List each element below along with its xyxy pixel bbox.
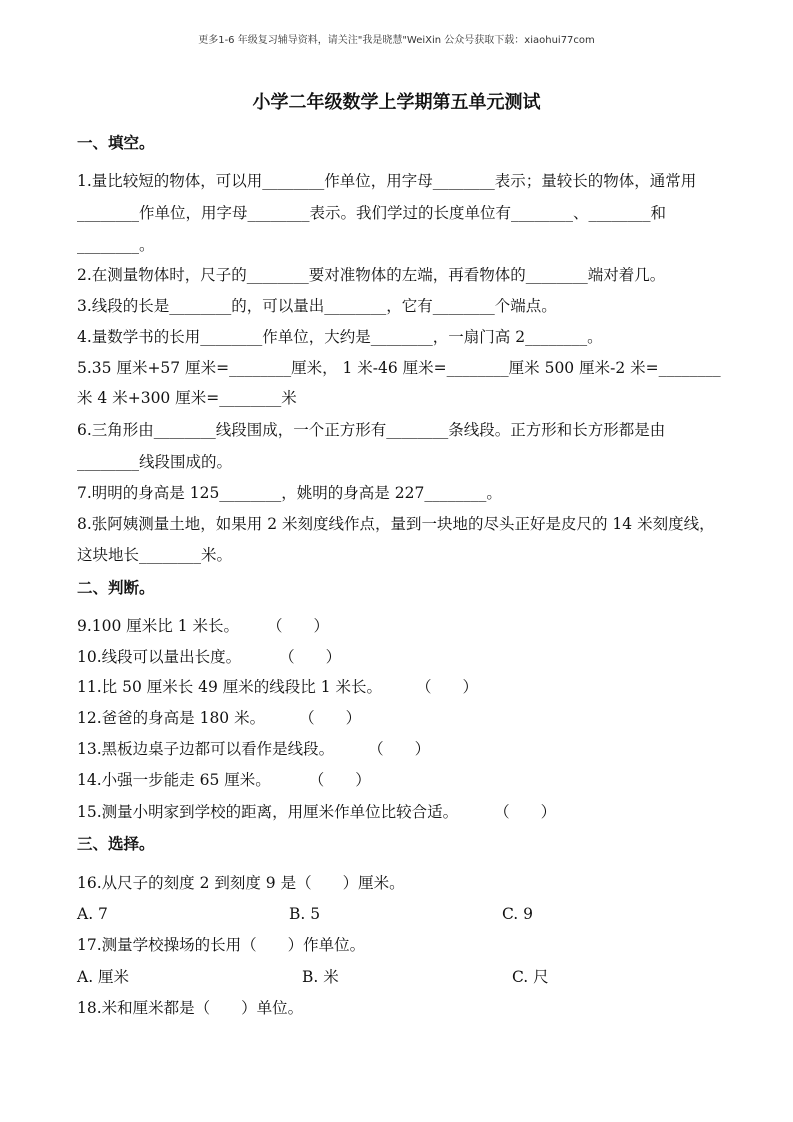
judge-item (77, 739, 430, 759)
option-a[interactable]: A. 厘米 (77, 968, 130, 986)
option-b[interactable]: B. 5 (289, 905, 321, 923)
question-line: 米 4 米+300 厘米=________米 (77, 389, 297, 407)
question-line: 这块地长________米。 (77, 546, 233, 564)
answer-paren[interactable]: （ ） (368, 740, 431, 758)
judge-item (77, 802, 556, 822)
section-heading-judge: 二、判断。 (77, 578, 155, 597)
option-c[interactable]: C. 9 (502, 905, 534, 923)
question-line: 8.张阿姨测量土地，如果用 2 米刻度线作点，量到一块地的尽头正好是皮尺的 14 米刻度线， (77, 515, 715, 533)
judge-item (77, 616, 329, 636)
answer-paren[interactable]: （ ） (267, 617, 330, 635)
judge-text: 15.测量小明家到学校的距离，用厘米作单位比较合适。 (77, 803, 459, 821)
option-a[interactable]: A. 7 (77, 905, 108, 923)
option-c[interactable]: C. 尺 (512, 968, 549, 986)
question-line: 7.明明的身高是 125________，姚明的身高是 227________。 (77, 484, 502, 502)
header-note: 更多1-6 年级复习辅导资料，请关注"我是晓慧"WeiXin 公众号获取下载：xiaohui77com (198, 35, 595, 46)
question-line: ________作单位，用字母________表示。我们学过的长度单位有________、________和 (77, 204, 667, 222)
judge-item (77, 647, 341, 667)
judge-item (77, 708, 361, 728)
choice-question: 18.米和厘米都是（ ）单位。 (77, 999, 304, 1017)
question-line: 3.线段的长是________的，可以量出________，它有________个端点。 (77, 297, 557, 315)
question-line: 2.在测量物体时，尺子的________要对准物体的左端，再看物体的________端对着几。 (77, 266, 666, 284)
question-line: 6.三角形由________线段围成，一个正方形有________条线段。正方形和长方形都是由 (77, 421, 666, 439)
answer-paren[interactable]: （ ） (494, 803, 557, 821)
judge-text: 13.黑板边桌子边都可以看作是线段。 (77, 740, 335, 758)
section-heading-fill: 一、填空。 (77, 133, 155, 152)
judge-item (77, 770, 371, 790)
question-line: 5.35 厘米+57 厘米=________厘米， 1 米-46 厘米=________厘米 500 厘米-2 米=________ (77, 359, 721, 377)
page-title: 小学二年级数学上学期第五单元测试 (252, 92, 541, 113)
answer-paren[interactable]: （ ） (416, 678, 479, 696)
question-line: ________。 (77, 236, 155, 254)
judge-item (77, 677, 478, 697)
answer-paren[interactable]: （ ） (299, 709, 362, 727)
answer-paren[interactable]: （ ） (308, 771, 371, 789)
section-heading-choose: 三、选择。 (77, 834, 155, 853)
judge-text: 11.比 50 厘米长 49 厘米的线段比 1 米长。 (77, 678, 383, 696)
question-line: ________线段围成的。 (77, 453, 233, 471)
judge-text: 14.小强一步能走 65 厘米。 (77, 771, 271, 789)
option-b[interactable]: B. 米 (302, 968, 339, 986)
judge-text: 9.100 厘米比 1 米长。 (77, 617, 240, 635)
question-line: 1.量比较短的物体，可以用________作单位，用字母________表示；量较长的物体，通常用 (77, 172, 697, 190)
judge-text: 12.爸爸的身高是 180 米。 (77, 709, 266, 727)
judge-text: 10.线段可以量出长度。 (77, 648, 242, 666)
choice-question: 17.测量学校操场的长用（ ）作单位。 (77, 936, 366, 954)
answer-paren[interactable]: （ ） (279, 648, 342, 666)
choice-question: 16.从尺子的刻度 2 到刻度 9 是（ ）厘米。 (77, 874, 405, 892)
question-line: 4.量数学书的长用________作单位，大约是________，一扇门高 2________。 (77, 328, 603, 346)
